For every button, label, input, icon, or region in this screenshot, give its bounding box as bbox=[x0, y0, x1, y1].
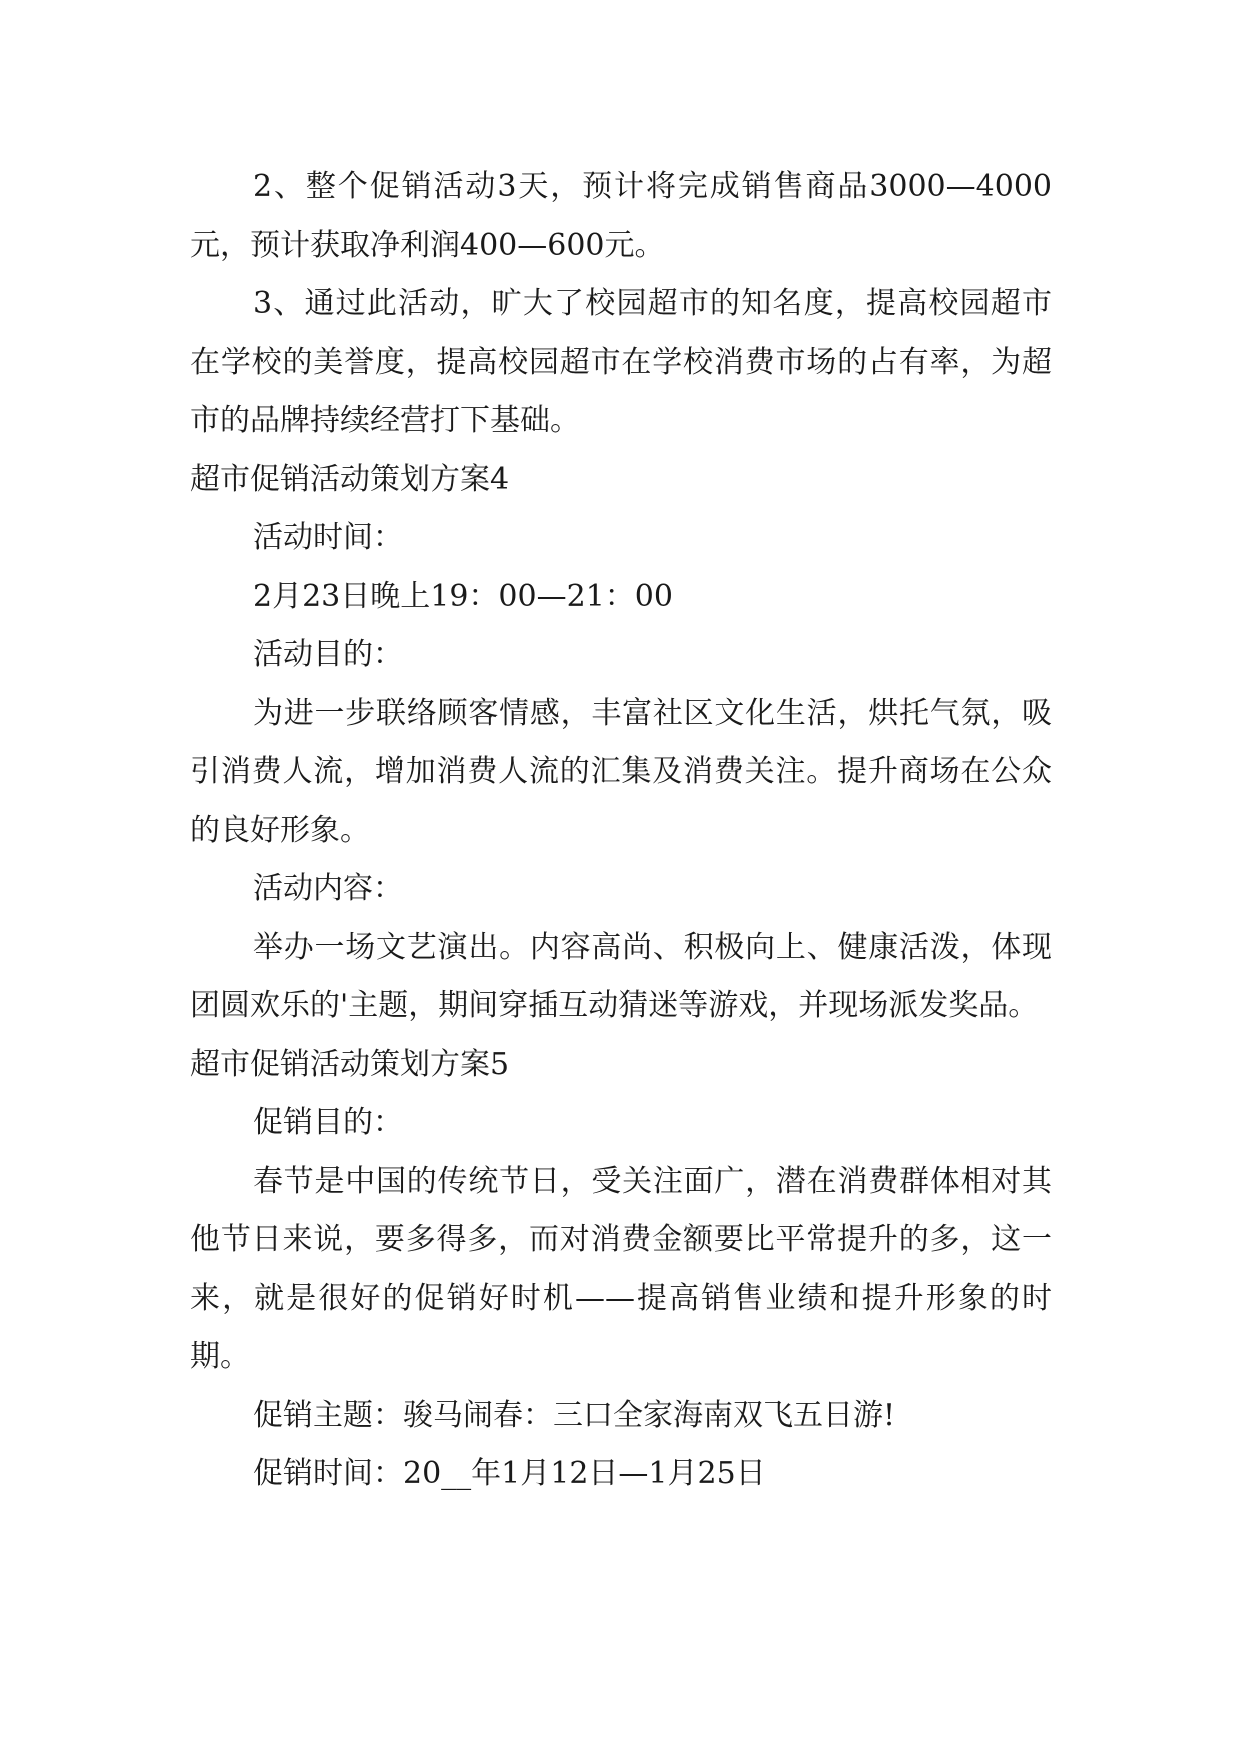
paragraph-activity-content: 举办一场文艺演出。内容高尚、积极向上、健康活泼，体现团圆欢乐的'主题，期间穿插互动猜迷等游戏，并现场派发奖品。 bbox=[190, 929, 1052, 1023]
paragraph-promotion-time: 促销时间：20__年1月12日—1月25日 bbox=[253, 1456, 766, 1491]
paragraph-promotion-purpose: 春节是中国的传统节日，受关注面广，潜在消费群体相对其他节日来说，要多得多，而对消费金额要比平常提升的多，这一来，就是很好的促销好时机——提高销售业绩和提升形象的时期。 bbox=[190, 1163, 1052, 1374]
label-activity-purpose: 活动目的： bbox=[253, 637, 403, 672]
section-heading-plan-4: 超市促销活动策划方案4 bbox=[190, 461, 510, 497]
document-body bbox=[190, 158, 1052, 1504]
paragraph-activity-purpose: 为进一步联络顾客情感，丰富社区文化生活，烘托气氛，吸引消费人流，增加消费人流的汇集及消费关注。提升商场在公众的良好形象。 bbox=[190, 695, 1052, 848]
paragraph-sales-estimate: 2、整个促销活动3天，预计将完成销售商品3000—4000元，预计获取净利润400—600元。 bbox=[190, 169, 1052, 263]
paragraph-promotion-theme: 促销主题：骏马闹春：三口全家海南双飞五日游! bbox=[253, 1397, 896, 1433]
section-heading-plan-5: 超市促销活动策划方案5 bbox=[190, 1046, 510, 1082]
value-activity-time: 2月23日晚上19：00—21：00 bbox=[253, 578, 673, 614]
label-activity-content: 活动内容： bbox=[253, 871, 403, 906]
label-activity-time: 活动时间： bbox=[253, 520, 403, 555]
paragraph-brand-awareness: 3、通过此活动，旷大了校园超市的知名度，提高校园超市在学校的美誉度，提高校园超市在学校消费市场的占有率，为超市的品牌持续经营打下基础。 bbox=[190, 286, 1052, 438]
label-promotion-purpose: 促销目的： bbox=[253, 1105, 403, 1140]
